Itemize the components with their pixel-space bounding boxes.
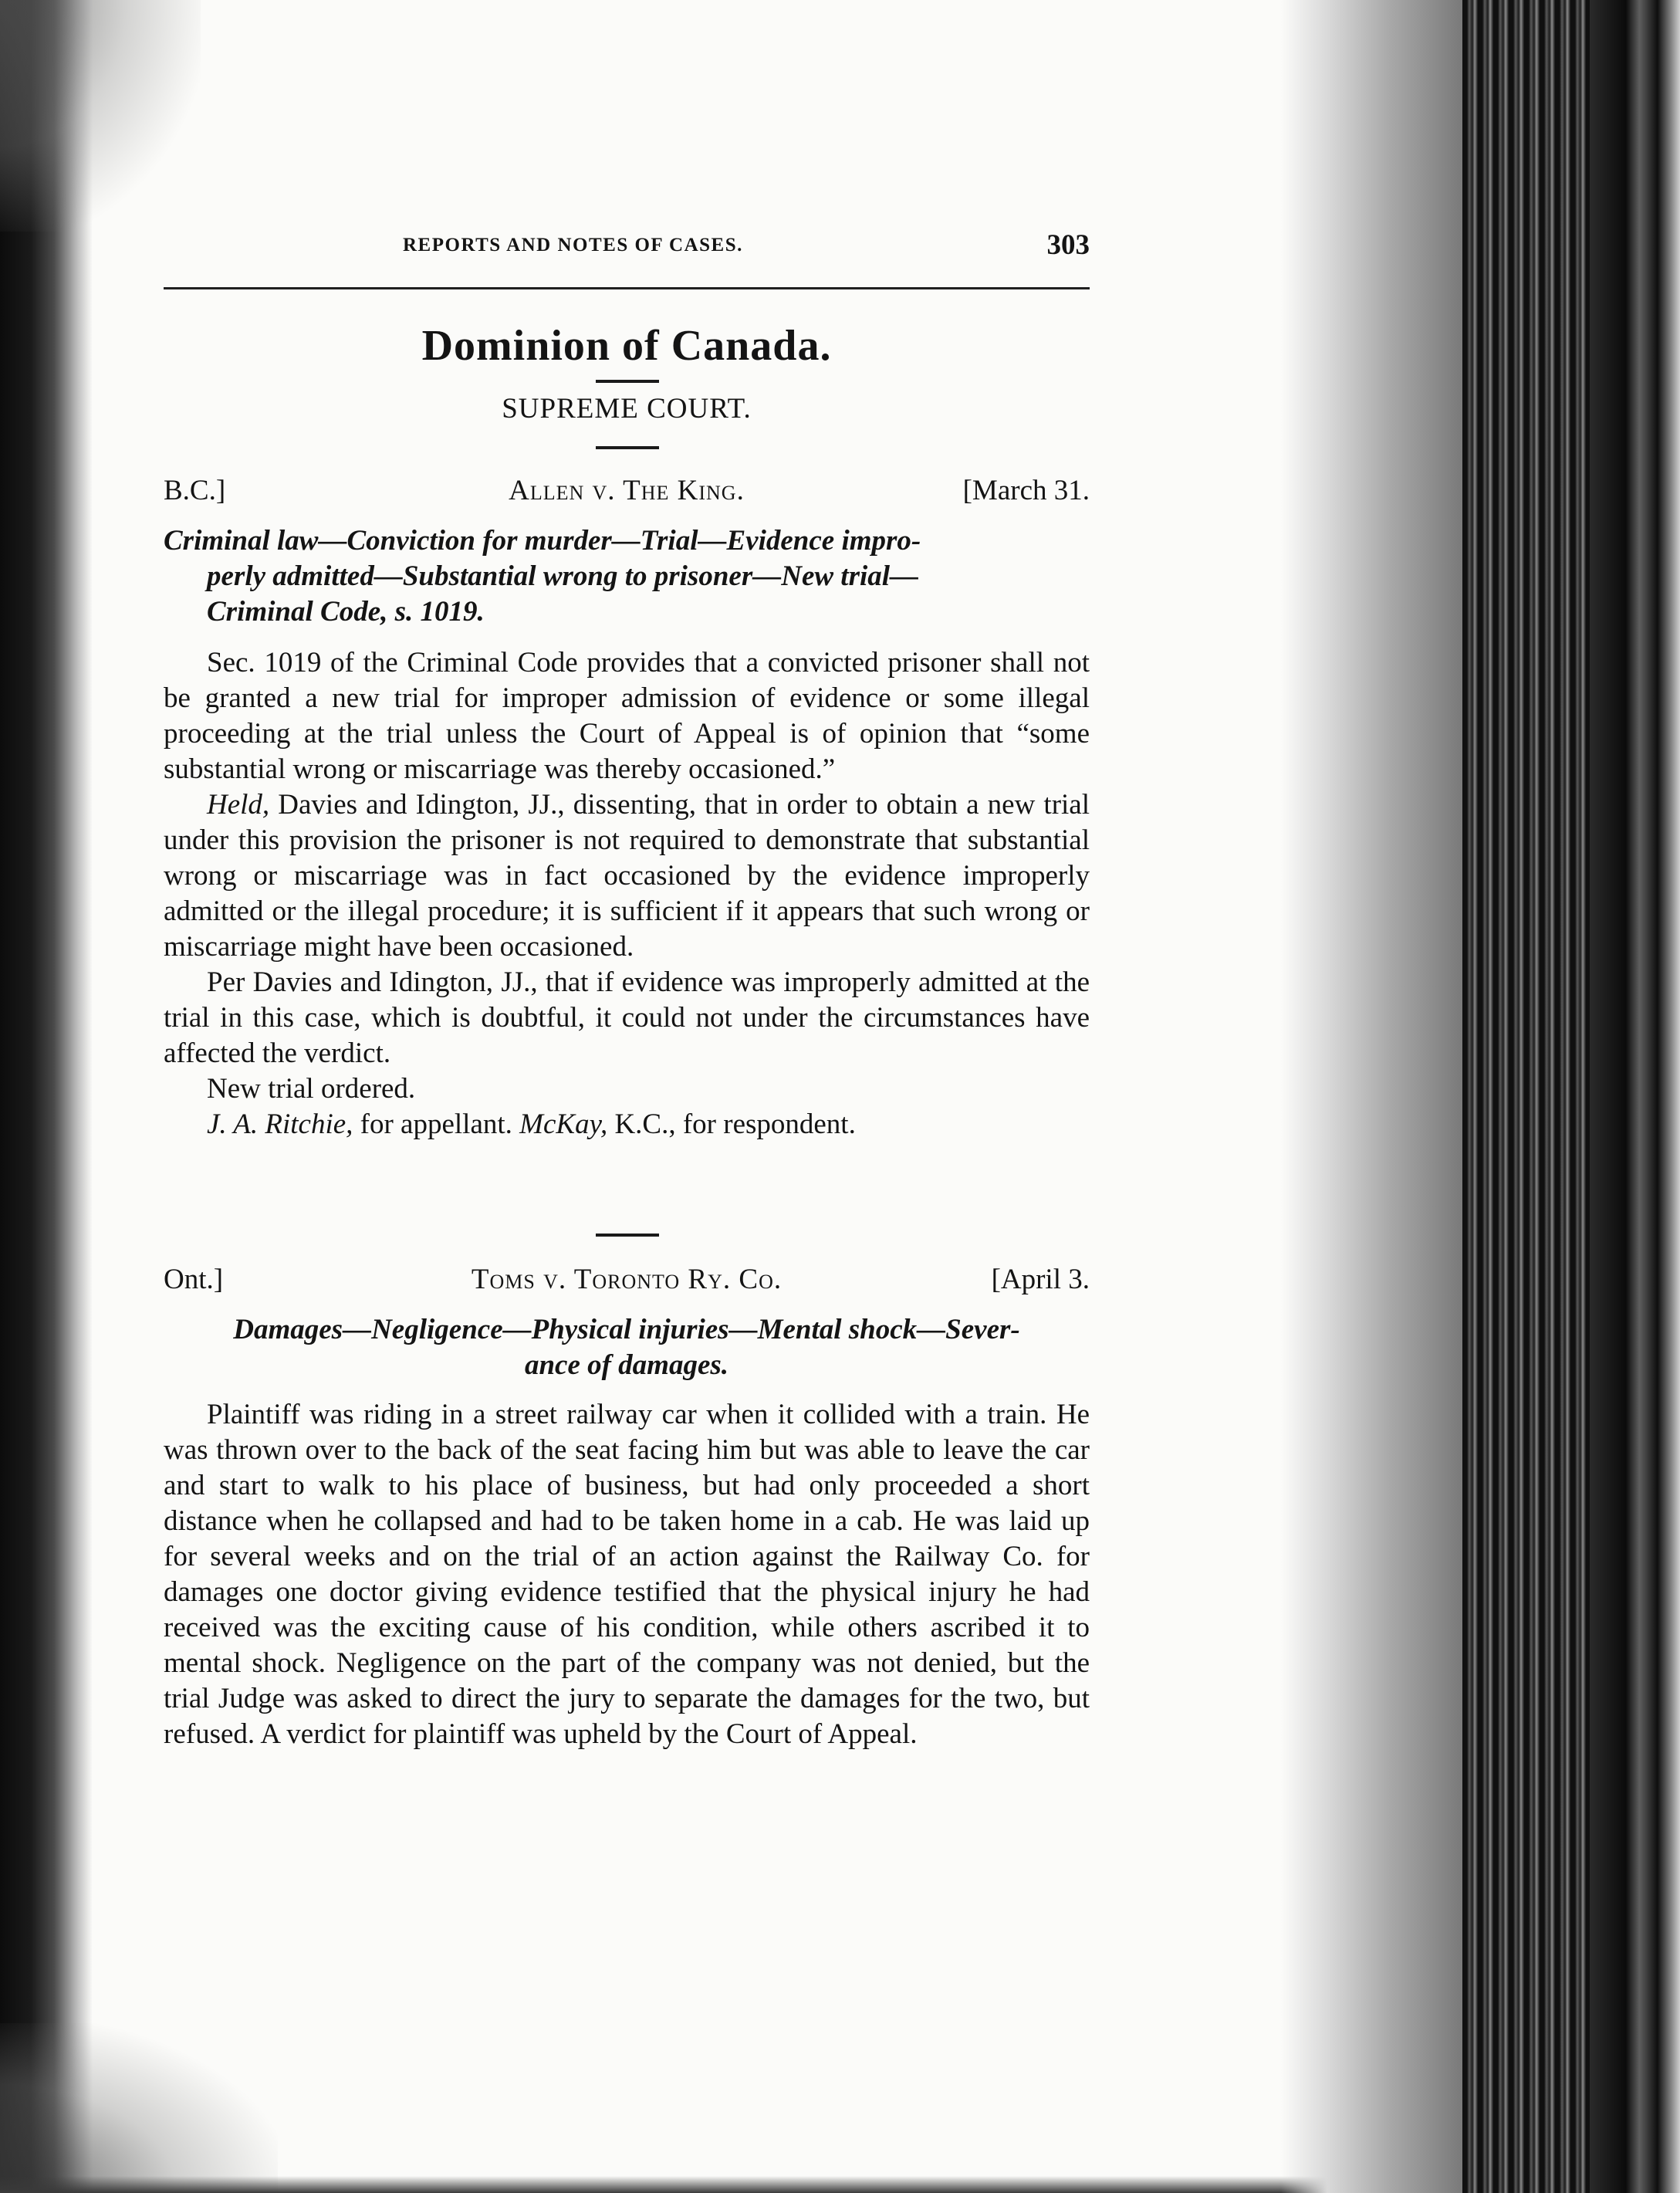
case-body — [164, 1397, 1090, 1752]
court-title: SUPREME COURT. — [502, 393, 752, 425]
held-label: Held, — [207, 789, 270, 821]
case-body — [164, 645, 1090, 1142]
book-spine-edge — [1590, 0, 1680, 2193]
appellant-role: for appellant. — [353, 1108, 520, 1140]
divider-rule — [596, 380, 659, 383]
case-counsel — [164, 1107, 1090, 1142]
header-rule — [164, 287, 1090, 289]
divider-rule — [596, 1234, 659, 1237]
body-paragraph — [164, 787, 1090, 965]
case-date: [April 3. — [991, 1264, 1090, 1295]
case-name: Toms v. Toronto Ry. Co. — [471, 1264, 783, 1295]
section-title: Dominion of Canada. — [421, 322, 832, 370]
case-headnote — [164, 523, 1090, 630]
held-text: Davies and Idington, JJ., dissenting, that in order to obtain a new trial under this provision the prisoner is not required to demonstrate that substantial wrong or miscarriage was in fact occasioned by the evidence improperly admitted or the illegal procedure; it is sufficient if it appears that such wrong or miscarriage might have been occasioned. — [164, 789, 1090, 963]
scan-smudge-top-left — [0, 0, 201, 232]
page-number: 303 — [1046, 229, 1090, 261]
appellant-counsel: J. A. Ritchie, — [207, 1108, 353, 1140]
respondent-role: K.C., for respondent. — [607, 1108, 856, 1140]
page-content — [164, 228, 1090, 1750]
body-paragraph: Sec. 1019 of the Criminal Code provides that a convicted prisoner shall not be granted a new trial for improper admission of evidence or some illegal proceeding at the trial unless the Court of Appeal is of opinion that “some substantial wrong or miscarriage was thereby occasioned.” — [164, 647, 1090, 785]
running-header — [164, 228, 1090, 262]
scan-smudge-bottom-left — [0, 2023, 278, 2193]
running-title: REPORTS AND NOTES OF CASES. — [403, 235, 743, 256]
case-result: New trial ordered. — [207, 1073, 416, 1105]
case-headnote — [164, 1312, 1090, 1383]
body-paragraph: Per Davies and Idington, JJ., that if evidence was improperly admitted at the trial in this case, which is doubtful, it could not under the circumstances have affected the verdict. — [164, 966, 1090, 1069]
case-date: [March 31. — [962, 475, 1090, 506]
headnote-line: Criminal law—Conviction for murder—Trial—Evidence impro- — [164, 525, 921, 557]
respondent-counsel: McKay, — [519, 1108, 608, 1140]
scan-shadow-right — [1281, 0, 1466, 2193]
body-paragraph: Plaintiff was riding in a street railway car when it collided with a train. He was thrown over to the back of the seat facing him but was able to leave the car and start to walk to his place of business, but had only proceeded a short distance when he collapsed and had to be taken home in a cab. He was laid up for several weeks and on the trial of an action against the Railway Co. for damages one doctor giving evidence testified that the physical injury he had received was the exciting cause of his condition, while others ascribed it to mental shock. Negligence on the part of the company was not denied, but the trial Judge was asked to direct the jury to separate the damages for the two, but refused. A verdict for plaintiff was upheld by the Court of Appeal. — [164, 1399, 1090, 1750]
case-heading — [164, 1263, 1090, 1297]
headnote-line: Criminal Code, s. 1019. — [207, 596, 485, 628]
headnote-line: ance of damages. — [524, 1349, 729, 1381]
case-heading — [164, 474, 1090, 508]
scan-edge-left — [0, 0, 93, 2193]
headnote-line: Damages—Negligence—Physical injuries—Mental shock—Sever- — [233, 1314, 1020, 1345]
case-province: Ont.] — [164, 1264, 224, 1295]
divider-rule — [596, 446, 659, 449]
case-province: B.C.] — [164, 475, 226, 506]
headnote-line: perly admitted—Substantial wrong to prisoner—New trial— — [207, 560, 919, 592]
case-name: Allen v. The King. — [509, 475, 745, 506]
